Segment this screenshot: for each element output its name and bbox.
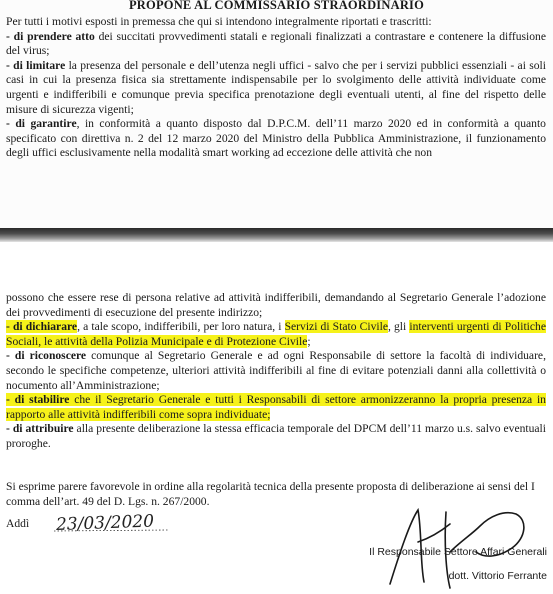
list-item-riconoscere: - di riconoscere comunque al Segretario Generale e ad ogni Responsabile di settore la facoltà di individuare, secondo le specifiche competenze, ulteriori attività indifferibili al fine di evitare potenziali danni alla collettività o nocumento all’Amministrazione;	[6, 349, 546, 392]
intro-paragraph: Per tutti i motivi esposti in premessa che qui si intendono integralmente riportati e trascritti:	[6, 15, 432, 28]
continuation-paragraph: possono che essere rese di persona relative ad attività indifferibili, demandando al Segretario Generale l’adozione dei provvedimenti di esecuzione del presente indirizzo;	[6, 291, 546, 319]
signer-title: Il Responsabile Settore Affari Generali	[369, 546, 547, 558]
document-heading: PROPONE AL COMMISSARIO STRAORDINARIO	[128, 0, 425, 12]
signer-name: dott. Vittorio Ferrante	[448, 570, 547, 582]
proposal-text-part-2	[6, 291, 546, 452]
list-item-limitare: - di limitare la presenza del personale e dell’utenza negli uffici - salvo che per i servizi pubblici essenziali - ai soli casi in cui la presenza fisica sia strettamente indispensabile per lo svolgimento delle attività individuate come urgenti e indifferibili e comunque previa specifica prenotazione degli eventuali utenti, al fine del rispetto delle misure di sicurezza vigenti;	[6, 58, 546, 116]
list-item-attribuire: - di attribuire alla presente deliberazione la stessa efficacia temporale del DPCM dell’11 marzo u.s. salvo eventuali proroghe.	[6, 422, 546, 450]
date-label: Addì	[6, 517, 30, 530]
signer-block	[369, 540, 547, 588]
list-item-garantire: - di garantire, in conformità a quanto disposto dal D.P.C.M. dell’11 marzo 2020 ed in conformità a quanto specificato con direttiva n. 2 del 12 marzo 2020 del Ministro della Pubblica Amministrazione, il funzionamento degli uffici esclusivamente nella modalità smart working ad eccezione delle attività che non	[6, 117, 546, 160]
list-item-dichiarare: - di dichiarare, a tale scopo, indifferibili, per loro natura, i Servizi di Stato Civile, gli interventi urgenti di Politiche Sociali, le attività della Polizia Municipale e di Protezione Civile;	[6, 320, 546, 348]
technical-opinion-paragraph: Si esprime parere favorevole in ordine alla regolarità tecnica della presente proposta di deliberazione ai sensi del I comma dell’art. 49 del D. Lgs. n. 267/2000.	[6, 480, 535, 508]
list-item-prendere-atto: - di prendere atto dei succitati provvedimenti statali e regionali finalizzati a contrastare e contenere la diffusione del virus;	[6, 29, 546, 58]
proposal-text-part-1	[6, 15, 546, 161]
svg-text:23/03/2020: 23/03/2020	[55, 511, 155, 535]
handwritten-date	[52, 508, 172, 536]
page-break-shadow	[0, 228, 553, 242]
list-item-stabilire: - di stabilire che il Segretario Generale e tutti i Responsabili di settore armonizzeranno la propria presenza in rapporto alle attività indifferibili come sopra individuate;	[6, 393, 546, 421]
